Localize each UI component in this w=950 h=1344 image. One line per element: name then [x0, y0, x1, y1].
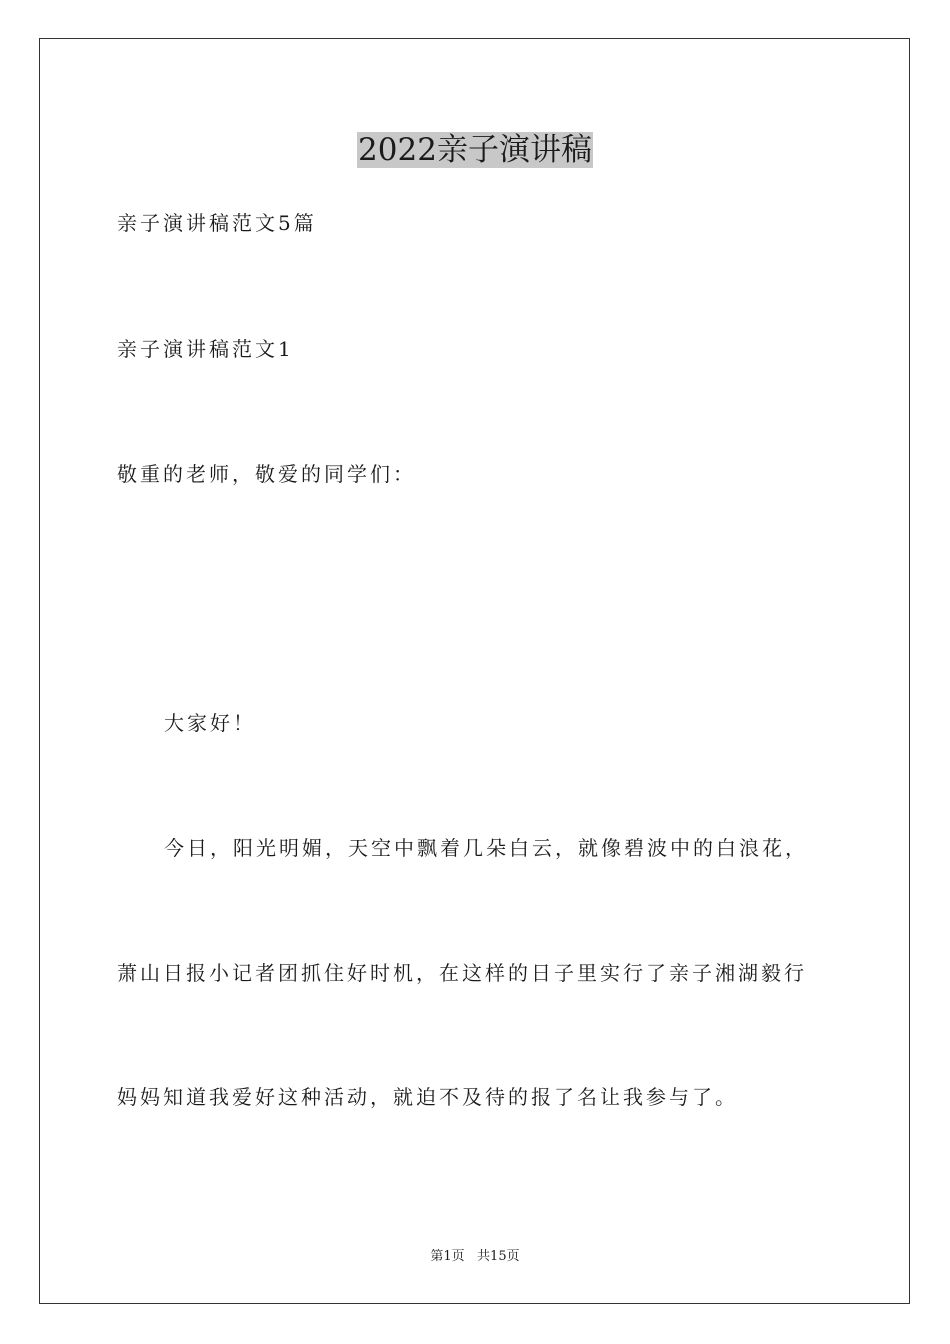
greeting: 大家好！: [164, 711, 256, 735]
section-heading: 亲子演讲稿范文1: [117, 337, 294, 361]
paragraph-line-2: 萧山日报小记者团抓住好时机，在这样的日子里实行了亲子湘湖毅行: [117, 961, 807, 985]
document-title: [0, 128, 950, 172]
salutation: 敬重的老师，敬爱的同学们：: [117, 462, 416, 486]
paragraph-line-3: 妈妈知道我爱好这种活动，就迫不及待的报了名让我参与了。: [117, 1085, 738, 1109]
page-footer: 第1页 共15页: [430, 1249, 520, 1264]
title-text: 2022亲子演讲稿: [358, 132, 592, 168]
paragraph-line-1: 今日，阳光明媚，天空中飘着几朵白云，就像碧波中的白浪花，: [164, 836, 808, 860]
subtitle: 亲子演讲稿范文5篇: [117, 211, 317, 235]
